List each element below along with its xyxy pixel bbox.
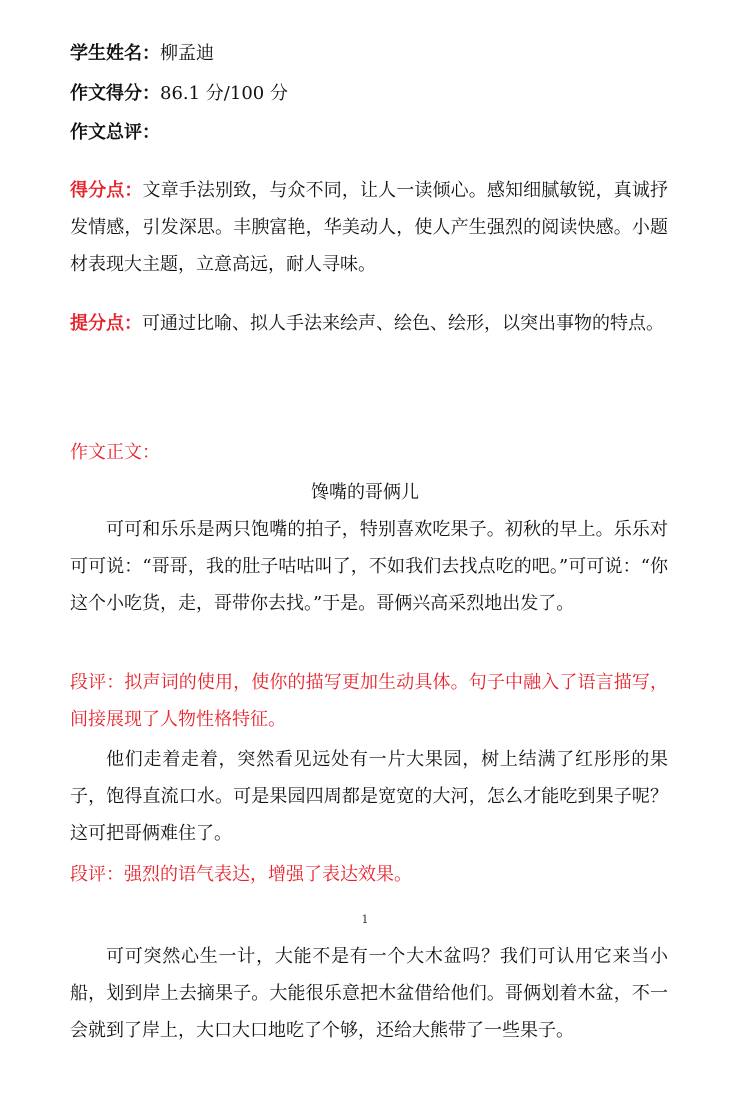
essay-paragraph-3: 可可突然心生一计，大能不是有一个大木盆吗？我们可认用它来当小船，划到岸上去摘果子。大能很乐意把木盆借给他们。哥俩划着木盆，不一会就到了岸上，大口大口地吃了个够，还给大熊带了一些果子。	[70, 946, 668, 1041]
improvement-label: 提分点：	[70, 313, 142, 334]
essay-paragraph-1: 可可和乐乐是两只饱嘴的拍子，特别喜欢吃果子。初秋的早上。乐乐对可可说：“哥哥，我的肚子咕咕叫了，不如我们去找点吃的吧。”可可说：“你这个小吃货，走，哥带你去找。”于是。哥俩兴高采烈地出发了。	[70, 519, 668, 614]
strengths-text: 文章手法别致，与众不同，让人一读倾心。感知细腻敏锐，真诚抒发情感，引发深思。丰腴富艳，华美动人，使人产生强烈的阅读快感。小题材表现大主题，立意高远，耐人寻味。	[70, 180, 668, 275]
essay-summary-line	[70, 121, 160, 145]
paragraph-comment-1: 段评：拟声词的使用，使你的描写更加生动具体。句子中融入了语言描写，间接展现了人物性格特征。	[70, 672, 668, 730]
student-name-line	[70, 42, 214, 66]
strengths-paragraph	[70, 172, 668, 283]
essay-score-value: 86.1 分/100 分	[160, 83, 288, 104]
student-name-label: 学生姓名：	[70, 43, 160, 64]
essay-paragraph-2: 他们走着走着，突然看见远处有一片大果园，树上结满了红彤彤的果子，饱得直流口水。可是果园四周都是宽宽的大河，怎么才能吃到果子呢？这可把哥俩难住了。	[70, 749, 668, 844]
improvement-text: 可通过比喻、拟人手法来绘声、绘色、绘形，以突出事物的特点。	[142, 313, 664, 334]
student-name-value: 柳孟迪	[160, 43, 214, 64]
essay-summary-label: 作文总评：	[70, 122, 160, 143]
essay-section-label: 作文正文：	[70, 442, 160, 463]
essay-score-label: 作文得分：	[70, 83, 160, 104]
paragraph-comment-2: 段评：强烈的语气表达，增强了表达效果。	[70, 864, 412, 885]
page-number: 1	[361, 913, 369, 926]
essay-score-line	[70, 82, 288, 106]
improvement-paragraph	[70, 305, 668, 342]
essay-title: 馋嘴的哥俩儿	[311, 482, 419, 503]
strengths-label: 得分点：	[70, 180, 143, 201]
